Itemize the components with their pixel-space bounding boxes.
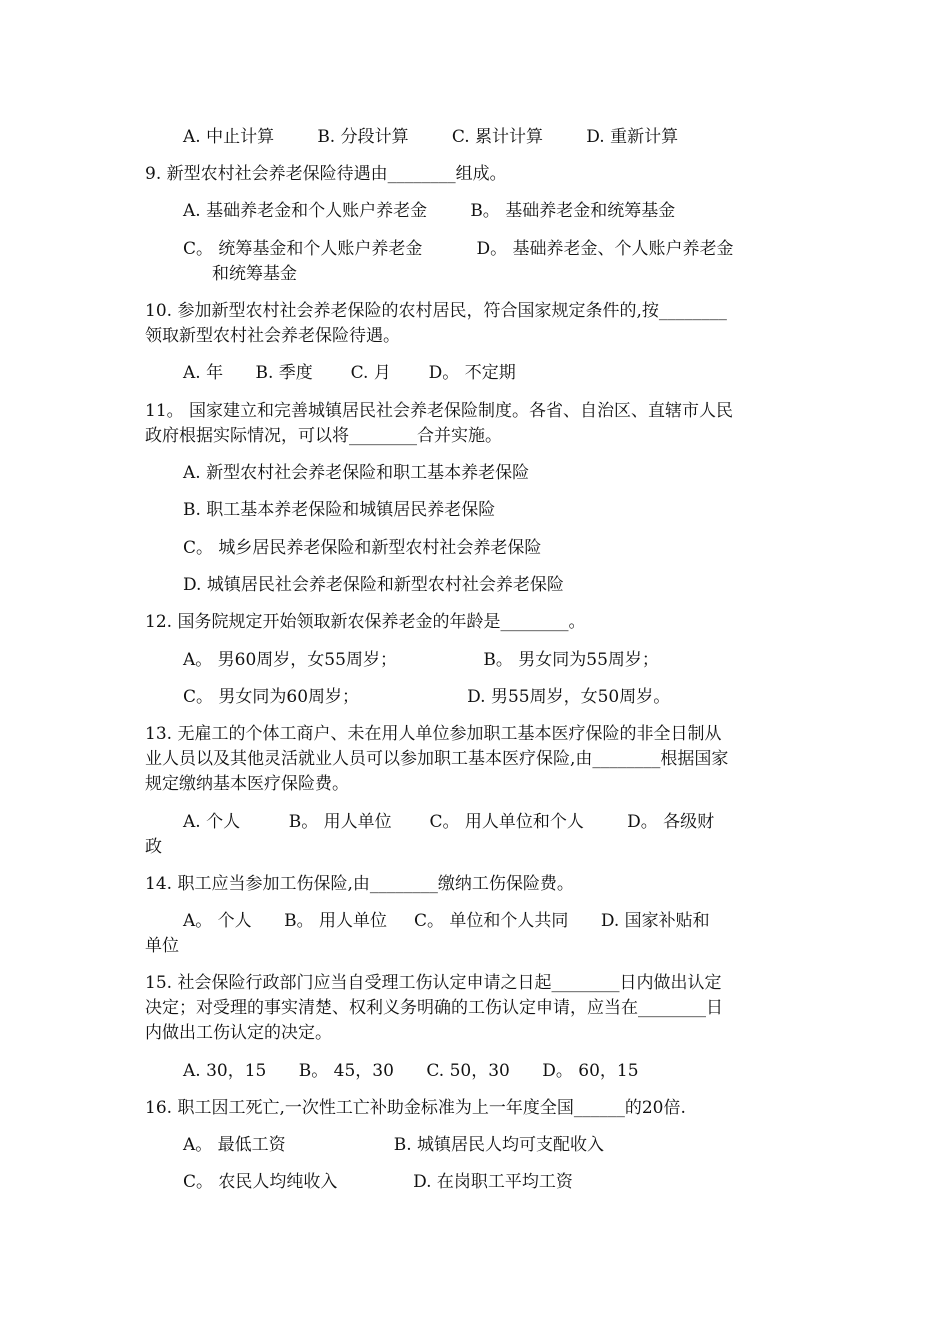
q14-options-cont: 单位: [145, 936, 179, 956]
q9-options-ab: A. 基础养老金和个人账户养老金 B。 基础养老金和统筹基金: [183, 201, 676, 221]
q12-options-cd: C。 男女同为60周岁； D. 男55周岁，女50周岁。: [183, 687, 671, 707]
q14-options: A。 个人 B。 用人单位 C。 单位和个人共同 D. 国家补贴和: [183, 911, 710, 931]
q11-option-b: B. 职工基本养老保险和城镇居民养老保险: [183, 500, 496, 520]
q9-options-cd-cont: 和统筹基金: [212, 264, 297, 284]
q15-options: A. 30，15 B。 45，30 C. 50，30 D。 60，15: [183, 1061, 639, 1081]
q11-option-c: C。 城乡居民养老保险和新型农村社会养老保险: [183, 538, 542, 558]
q13-text-cont-2: 规定缴纳基本医疗保险费。: [145, 774, 349, 794]
q10-text: 10. 参加新型农村社会养老保险的农村居民，符合国家规定条件的,按________: [145, 301, 727, 321]
q16-options-cd: C。 农民人均纯收入 D. 在岗职工平均工资: [183, 1172, 573, 1192]
q15-text: 15. 社会保险行政部门应当自受理工伤认定申请之日起________日内做出认定: [145, 973, 722, 993]
q11-text: 11。 国家建立和完善城镇居民社会养老保险制度。各省、自治区、直辖市人民: [145, 401, 734, 421]
q12-text: 12. 国务院规定开始领取新农保养老金的年龄是________。: [145, 612, 586, 632]
q14-text: 14. 职工应当参加工伤保险,由________缴纳工伤保险费。: [145, 874, 574, 894]
q15-text-cont-2: 内做出工伤认定的决定。: [145, 1023, 332, 1043]
q10-options: A. 年 B. 季度 C. 月 D。 不定期: [183, 363, 516, 383]
q10-text-cont: 领取新型农村社会养老保险待遇。: [145, 326, 400, 346]
q16-options-ab: A。 最低工资 B. 城镇居民人均可支配收入: [183, 1135, 605, 1155]
q11-text-cont: 政府根据实际情况，可以将________合并实施。: [145, 426, 502, 446]
q13-options: A. 个人 B。 用人单位 C。 用人单位和个人 D。 各级财: [183, 812, 715, 832]
q11-option-a: A. 新型农村社会养老保险和职工基本养老保险: [183, 463, 530, 483]
q8-options: A. 中止计算 B. 分段计算 C. 累计计算 D. 重新计算: [183, 127, 679, 147]
q12-options-ab: A。 男60周岁，女55周岁； B。 男女同为55周岁；: [183, 650, 659, 670]
q11-option-d: D. 城镇居民社会养老保险和新型农村社会养老保险: [183, 575, 564, 595]
q13-text: 13. 无雇工的个体工商户、未在用人单位参加职工基本医疗保险的非全日制从: [145, 724, 722, 744]
q13-options-cont: 政: [145, 837, 162, 857]
q16-text: 16. 职工因工死亡,一次性工亡补助金标准为上一年度全国______的20倍.: [145, 1098, 686, 1118]
q9-text: 9. 新型农村社会养老保险待遇由________组成。: [145, 164, 507, 184]
q15-text-cont-1: 决定；对受理的事实清楚、权利义务明确的工伤认定申请，应当在________日: [145, 998, 723, 1018]
q9-options-cd: C。 统筹基金和个人账户养老金 D。 基础养老金、个人账户养老金: [183, 239, 734, 259]
q13-text-cont-1: 业人员以及其他灵活就业人员可以参加职工基本医疗保险,由________根据国家: [145, 749, 729, 769]
